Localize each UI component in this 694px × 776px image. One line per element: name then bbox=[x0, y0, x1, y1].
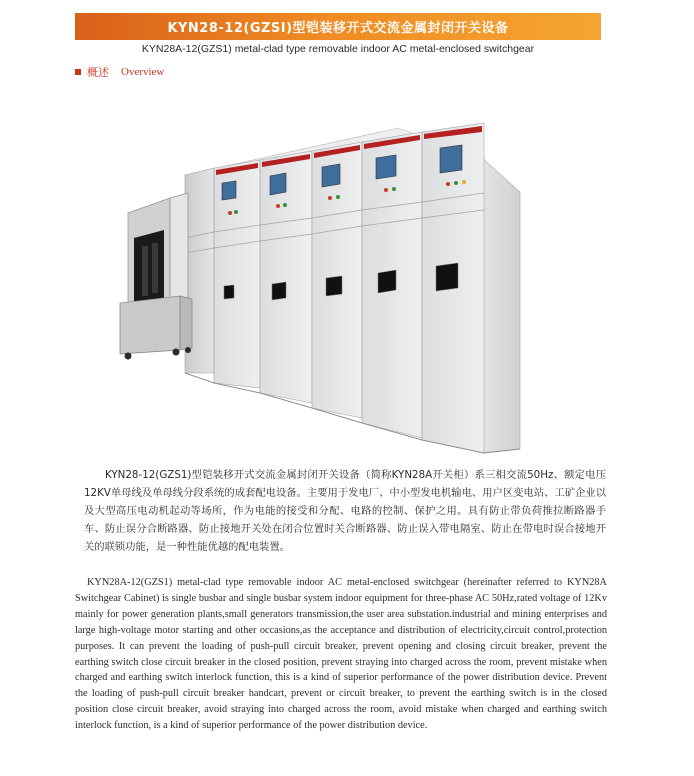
overview-paragraph-en: KYN28A-12(GZS1) metal-clad type removable indoor AC metal-enclosed switchgear (hereinafter referred to KYN28A Switchgear Cabinet) is single busbar and single busbar system indoor equipment for three-phase AC 50Hz,rated voltage of 12Kv mainly for power generation plants,small generators transmission,the user area substation.industrial and mining enterprises and large high-voltage motor starting and other occasions,as the acceptance and distribution of electricity,circuit control,protection purposes. It can prevent the loading of push-pull circuit breaker, prevent opening and closing circuit breaker, prevent the earthing switch close circuit breaker in the closed position, prevent straying into charged across the room, prevent mistake when charged and earthing switch interlock function, this is a kind of superior performance of the power distribution device. Prevent the loading of push-pull circuit breaker handcart, prevent or circuit breaker, to prevent the earthing switch is in the closed position close circuit breaker, avoid straying into charged across the room, avoid mistake when charged and earthing switch interlock function, is a kind of superior performance of the power distribution device. bbox=[75, 577, 607, 732]
section-label-cn: 概述 bbox=[87, 66, 109, 79]
document-title-bar bbox=[75, 13, 601, 40]
overview-paragraph-cn: KYN28-12(GZS1)型铠装移开式交流金属封闭开关设备（简称KYN28A开关柜）系三相交流50Hz、额定电压12KV单母线及单母线分段系统的成套配电设备。主要用于发电厂、中小型发电机输电、用户区变电站、工矿企业以及大型高压电动机起动等场所，作为电能的接受和分配、电路的控制、保护之用。具有防止带负荷推拉断路器手车、防止误分合断路器、防止接地开关处在闭合位置时关合断路器、防止误入带电隔室、防止在带电时误合接地开关的联锁功能，是一种性能优越的配电装置。 bbox=[84, 469, 606, 553]
open-cabinet-breaker bbox=[120, 193, 192, 360]
square-bullet-icon bbox=[75, 69, 81, 75]
section-heading bbox=[75, 64, 164, 80]
switchgear-product-photo bbox=[100, 118, 620, 463]
section-label-en: Overview bbox=[121, 66, 165, 78]
document-title: KYN28-12(GZSI)型铠装移开式交流金属封闭开关设备 bbox=[167, 21, 509, 36]
document-subtitle: KYN28A-12(GZS1) metal-clad type removable indoor AC metal-enclosed switchgear bbox=[141, 43, 535, 55]
cabinet-right-side bbox=[482, 158, 520, 453]
